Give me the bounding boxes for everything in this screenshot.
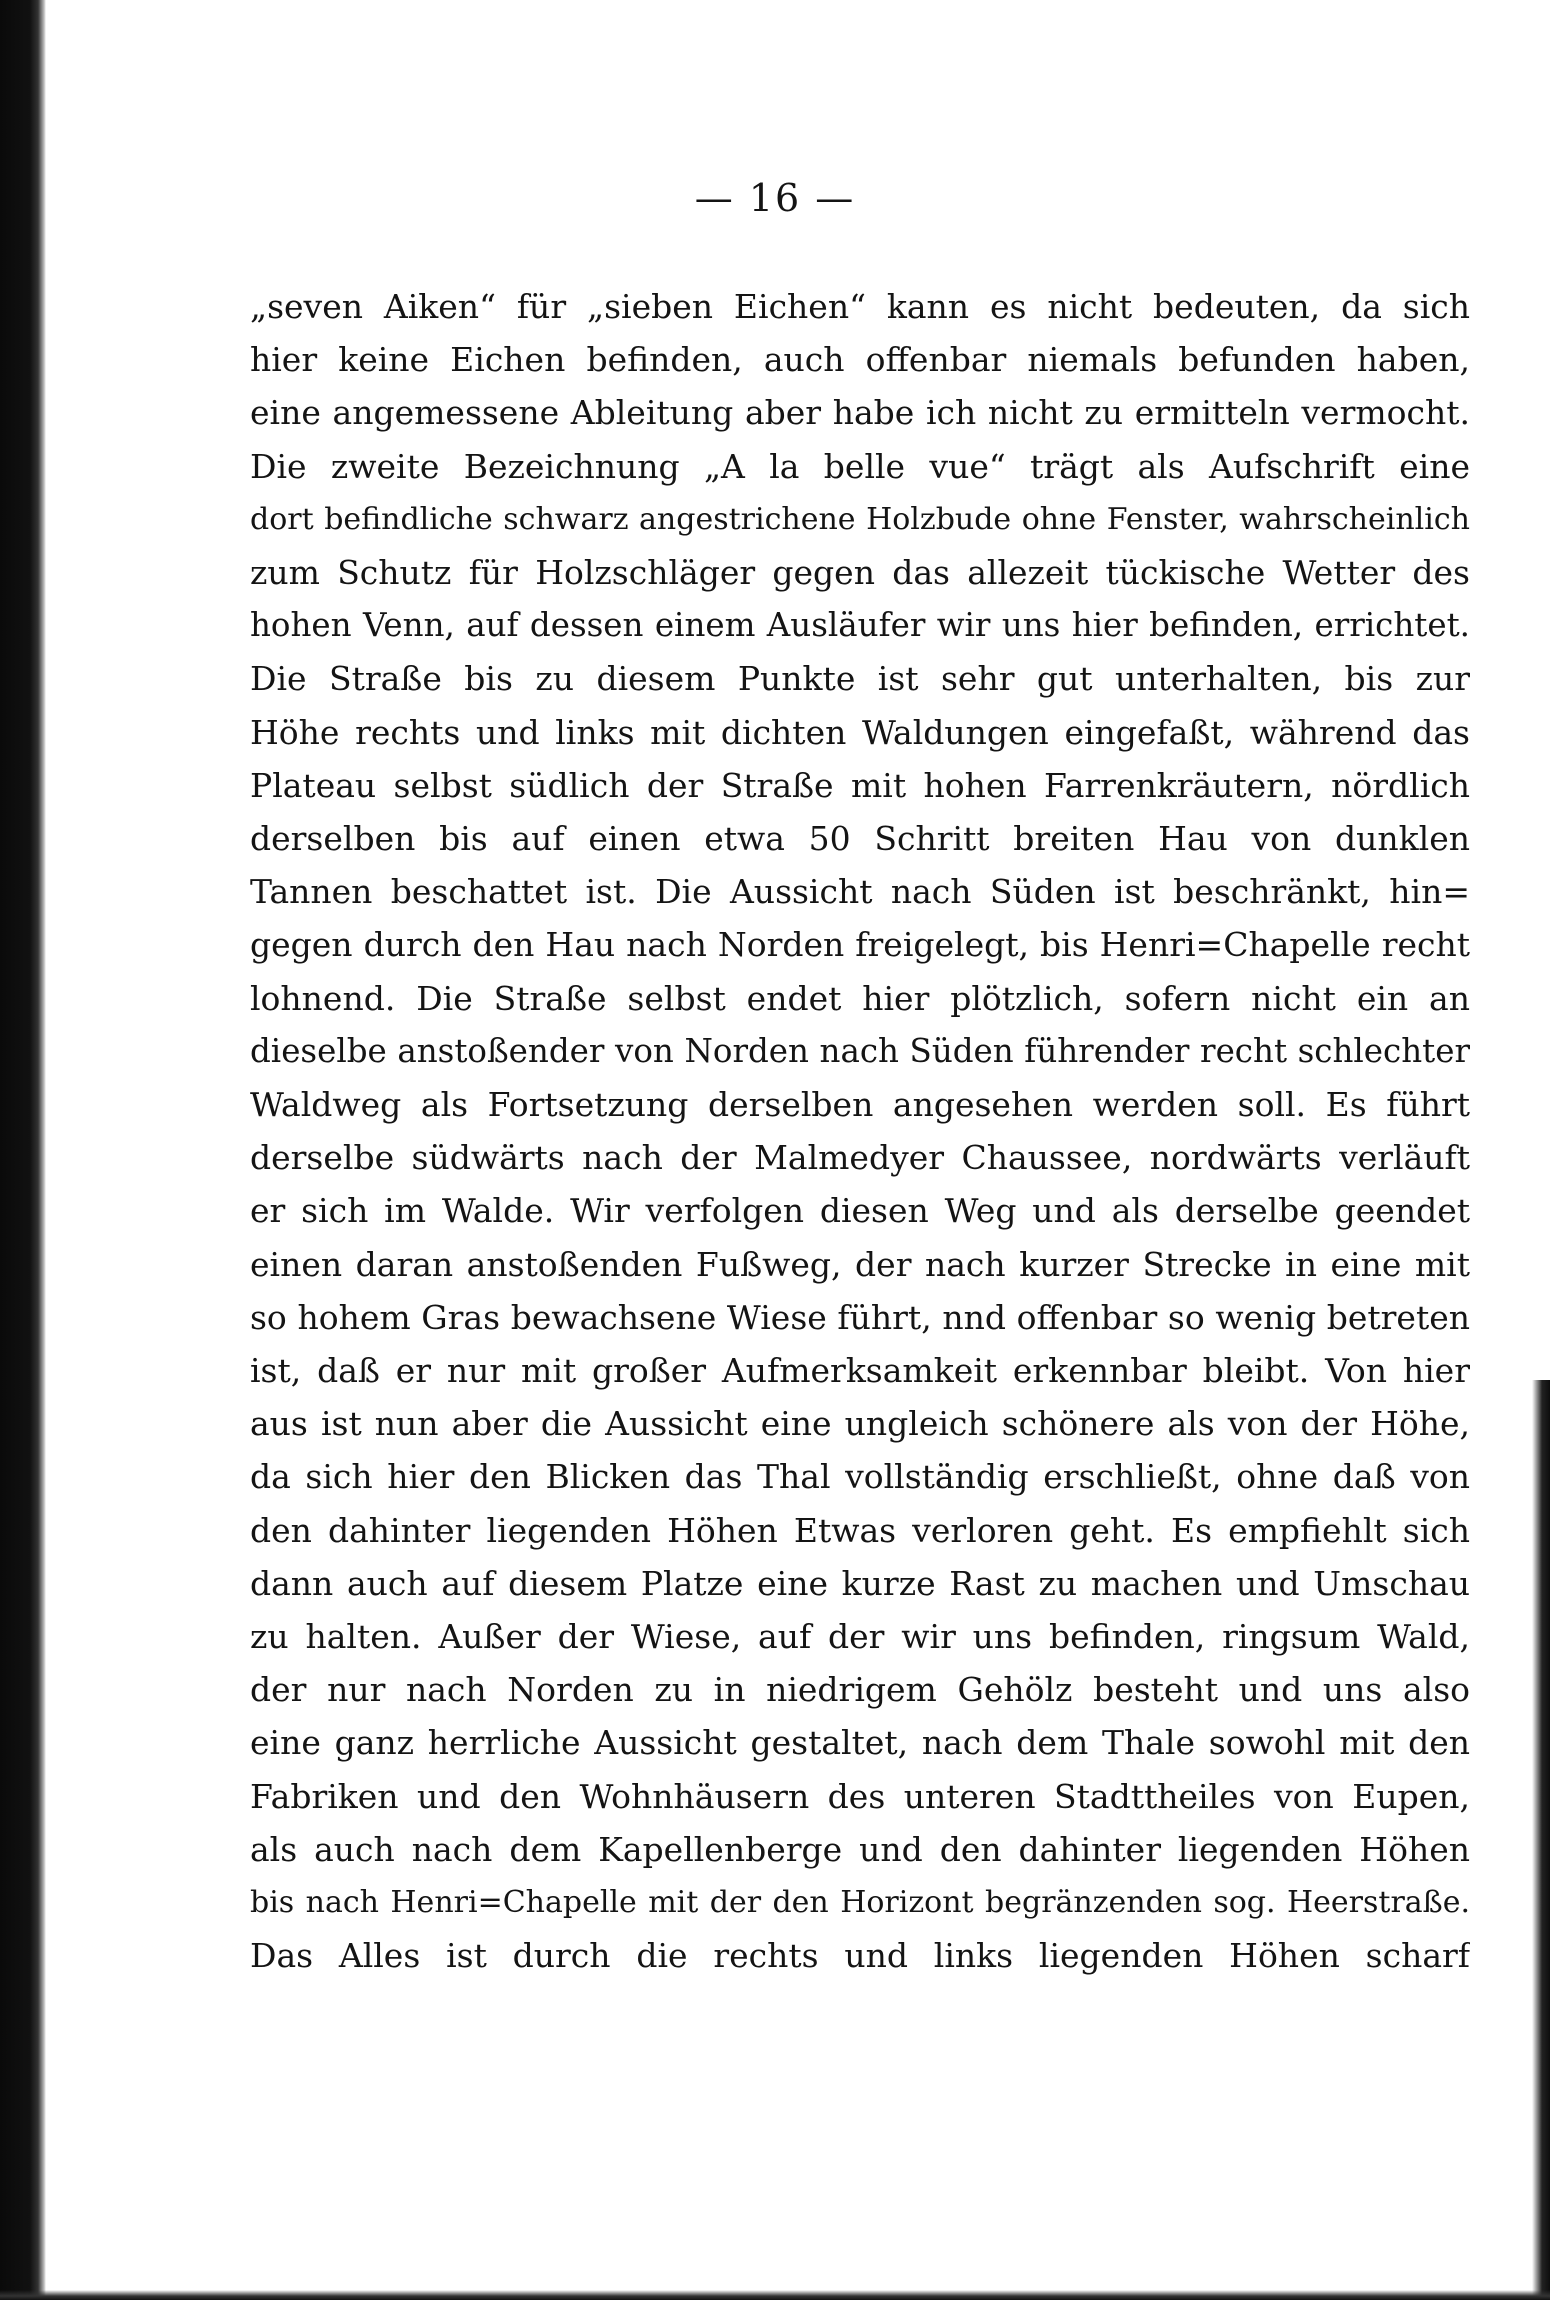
text-line: dort befindliche schwarz angestrichene Holzbude ohne Fenster, wahrscheinlich [250, 502, 1470, 537]
page-bottom-edge [0, 2290, 1550, 2300]
text-line: bis nach Henri=Chapelle mit der den Horizont begränzenden sog. Heerstraße. [250, 1885, 1470, 1920]
text-line: Die Straße bis zu diesem Punkte ist sehr gut unterhalten, bis zur [250, 659, 1470, 698]
text-line: zum Schutz für Holzschläger gegen das allezeit tückische Wetter des [250, 553, 1470, 592]
text-line: so hohem Gras bewachsene Wiese führt, nnd offenbar so wenig betreten [250, 1298, 1470, 1337]
text-line: zu halten. Außer der Wiese, auf der wir uns befinden, ringsum Wald, [250, 1617, 1470, 1656]
text-line: derselben bis auf einen etwa 50 Schritt breiten Hau von dunklen [250, 819, 1470, 858]
text-line: da sich hier den Blicken das Thal vollständig erschließt, ohne daß von [250, 1457, 1470, 1496]
text-line: Waldweg als Fortsetzung derselben angesehen werden soll. Es führt [250, 1085, 1470, 1124]
text-line: hier keine Eichen befinden, auch offenbar niemals befunden haben, [250, 340, 1470, 379]
text-line: Höhe rechts und links mit dichten Waldungen eingefaßt, während das [250, 713, 1470, 752]
text-line: derselbe südwärts nach der Malmedyer Chaussee, nordwärts verläuft [250, 1138, 1470, 1177]
text-line: er sich im Walde. Wir verfolgen diesen Weg und als derselbe geendet [250, 1191, 1470, 1230]
page-number: — 16 — [694, 176, 856, 220]
text-line: „seven Aiken“ für „sieben Eichen“ kann es nicht bedeuten, da sich [250, 287, 1470, 326]
text-line: hohen Venn, auf dessen einem Ausläufer wir uns hier befinden, errichtet. [250, 606, 1470, 644]
text-line: eine ganz herrliche Aussicht gestaltet, nach dem Thale sowohl mit den [250, 1723, 1470, 1762]
text-line: lohnend. Die Straße selbst endet hier plötzlich, sofern nicht ein an [250, 979, 1470, 1018]
page-edge-shadow [1532, 1380, 1550, 2300]
text-line: eine angemessene Ableitung aber habe ich nicht zu ermitteln vermocht. [250, 393, 1470, 432]
text-line: einen daran anstoßenden Fußweg, der nach kurzer Strecke in eine mit [250, 1245, 1470, 1284]
text-line: Fabriken und den Wohnhäusern des unteren Stadttheiles von Eupen, [250, 1777, 1470, 1816]
text-line: der nur nach Norden zu in niedrigem Gehölz besteht und uns also [250, 1670, 1470, 1709]
text-line: Die zweite Bezeichnung „A la belle vue“ trägt als Aufschrift eine [250, 447, 1470, 486]
text-line: dieselbe anstoßender von Norden nach Süden führender recht schlechter [250, 1032, 1470, 1070]
text-line: aus ist nun aber die Aussicht eine ungleich schönere als von der Höhe, [250, 1404, 1470, 1443]
book-gutter-shadow [0, 0, 46, 2300]
text-line: ist, daß er nur mit großer Aufmerksamkeit erkennbar bleibt. Von hier [250, 1351, 1470, 1390]
text-line: den dahinter liegenden Höhen Etwas verloren geht. Es empfiehlt sich [250, 1511, 1470, 1550]
text-line: als auch nach dem Kapellenberge und den dahinter liegenden Höhen [250, 1830, 1470, 1869]
text-line: Das Alles ist durch die rechts und links liegenden Höhen scharf [250, 1936, 1470, 1975]
text-line: Tannen beschattet ist. Die Aussicht nach Süden ist beschränkt, hin= [250, 872, 1470, 911]
text-line: dann auch auf diesem Platze eine kurze Rast zu machen und Umschau [250, 1564, 1470, 1603]
text-line: gegen durch den Hau nach Norden freigelegt, bis Henri=Chapelle recht [250, 925, 1470, 964]
text-line: Plateau selbst südlich der Straße mit hohen Farrenkräutern, nördlich [250, 766, 1470, 805]
